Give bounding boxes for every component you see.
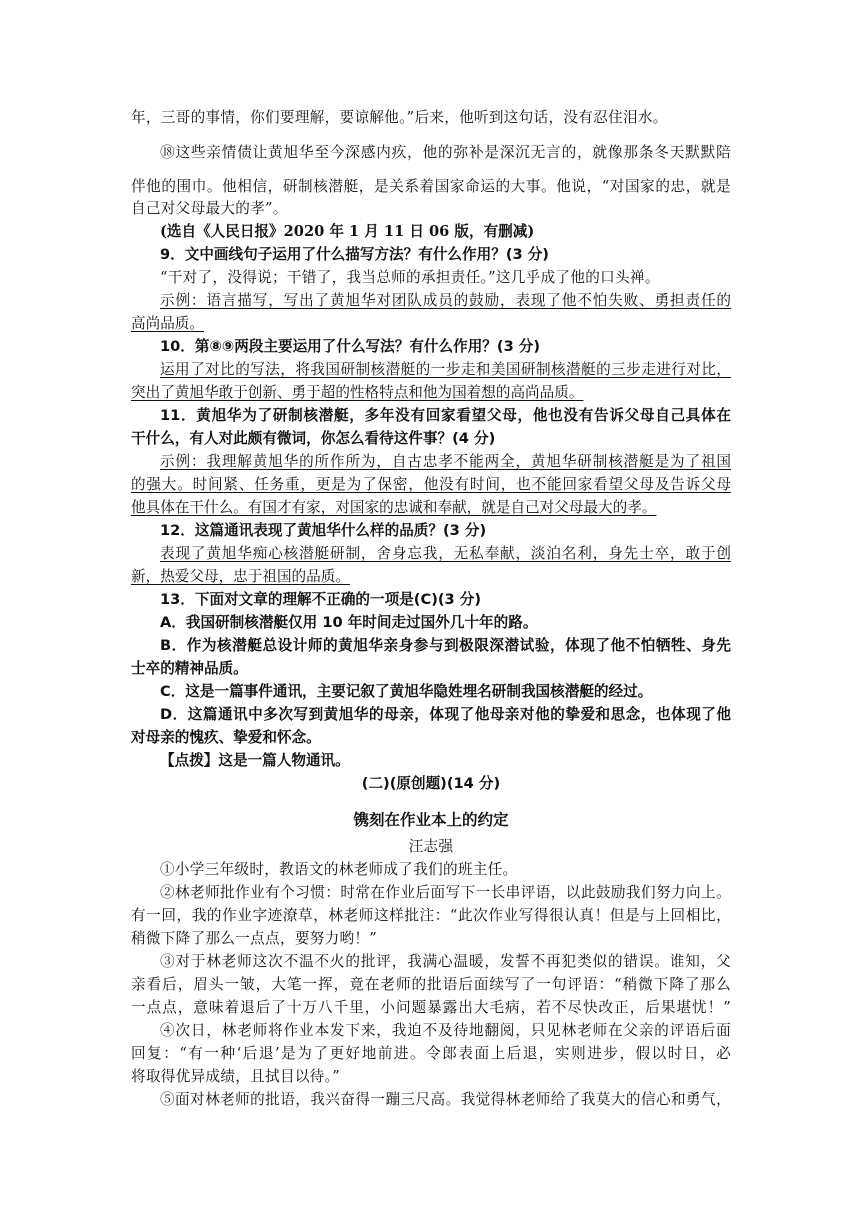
article-paragraph-1: ①小学三年级时，教语文的林老师成了我们的班主任。 — [160, 861, 518, 878]
source-citation: (选自《人民日报》2020 年 1 月 11 日 06 版，有删减) — [160, 223, 535, 240]
article-paragraph-3: 亲看后，眉头一皱，大笔一挥，竟在老师的批语后面续写了一句评语：“稍微下降了那么 — [131, 976, 731, 993]
paragraph-18-line: 自己对父母最大的孝”。 — [131, 200, 288, 217]
question-13-option-a: A．我国研制核潜艇仅用 10 年时间走过国外几十年的路。 — [160, 614, 538, 631]
article-paragraph-4: ④次日，林老师将作业本发下来，我迫不及待地翻阅，只见林老师在父亲的评语后面 — [160, 1022, 731, 1039]
article-paragraph-2: ②林老师批作业有个习惯：时常在作业后面写下一长串评语，以此鼓励我们努力向上。 — [160, 884, 731, 901]
question-10-answer: 突出了黄旭华敢于创新、勇于超的性格特点和他为国着想的高尚品质。 — [131, 384, 584, 401]
question-9-answer: 示例：语言描写，写出了黄旭华对团队成员的鼓励，表现了他不怕失败、勇担责任的 — [160, 292, 731, 309]
question-11-answer: 的强大。时间紧、任务重，更是为了保密，他没有时间，也不能回家看望父母及告诉父母 — [131, 476, 731, 493]
question-9-quote: “干对了，没得说；干错了，我当总师的承担责任。”这几乎成了他的口头禅。 — [160, 269, 660, 286]
article-paragraph-2: 稍微下降了那么一点点，要努力哟！” — [131, 930, 378, 947]
question-10-answer: 运用了对比的写法，将我国研制核潜艇的一步走和美国研制核潜艇的三步走进行对比， — [160, 361, 731, 378]
question-11-answer: 示例：我理解黄旭华的所作所为，自古忠孝不能两全，黄旭华研制核潜艇是为了祖国 — [160, 453, 731, 470]
question-9-answer: 高尚品质。 — [131, 315, 204, 332]
question-11-stem: 11．黄旭华为了研制核潜艇，多年没有回家看望父母，他也没有告诉父母自己具体在 — [160, 407, 731, 424]
section-heading: (二)(原创题)(14 分) — [361, 775, 501, 792]
question-13-option-b: B．作为核潜艇总设计师的黄旭华亲身参与到极限深潜试验，体现了他不怕牺牲、身先 — [160, 637, 731, 654]
question-12-answer: 表现了黄旭华痴心核潜艇研制，舍身忘我，无私奉献，淡泊名利，身先士卒，敢于创 — [160, 545, 731, 562]
question-11-stem: 干什么，有人对此颇有微词，你怎么看待这件事？(4 分) — [131, 430, 496, 447]
question-10-stem: 10．第⑧⑨两段主要运用了什么写法？有什么作用？(3 分) — [160, 338, 541, 355]
article-title: 镌刻在作业本上的约定 — [353, 811, 509, 829]
question-13-option-b: 士卒的精神品质。 — [131, 660, 248, 677]
paragraph-18-line: ⑱这些亲情债让黄旭华至今深感内疚，他的弥补是深沉无言的，就像那条冬天默默陪 — [160, 144, 731, 161]
article-paragraph-4: 将取得优异成绩，且拭目以待。” — [131, 1068, 340, 1085]
question-12-answer: 新，热爱父母，忠于祖国的品质。 — [131, 568, 350, 585]
article-paragraph-3: ③对于林老师这次不温不火的批评，我满心温暖，发誓不再犯类似的错误。谁知，父 — [160, 953, 731, 970]
question-13-option-c: C．这是一篇事件通讯，主要记叙了黄旭华隐姓埋名研制我国核潜艇的经过。 — [160, 683, 653, 700]
article-paragraph-4: 回复：“有一种‘后退’是为了更好地前进。令郎表面上后退，实则进步，假以时日，必 — [131, 1045, 731, 1062]
paragraph-17-end: 年，三哥的事情，你们要理解，要谅解他。”后来，他听到这句话，没有忍住泪水。 — [131, 109, 668, 126]
question-13-option-d: D．这篇通讯中多次写到黄旭华的母亲，体现了他母亲对他的挚爱和思念，也体现了他 — [160, 706, 731, 723]
article-paragraph-2: 有一回，我的作业字迹潦草，林老师这样批注：“此次作业写得很认真！但是与上回相比， — [131, 907, 731, 924]
article-paragraph-3: 一点点，意味着退后了十万八千里，小问题暴露出大毛病，若不尽快改正，后果堪忧！” — [131, 999, 731, 1016]
article-author: 汪志强 — [408, 838, 454, 855]
question-13-option-d: 对母亲的愧疚、挚爱和怀念。 — [131, 729, 321, 746]
article-paragraph-5: ⑤面对林老师的批语，我兴奋得一蹦三尺高。我觉得林老师给了我莫大的信心和勇气， — [160, 1091, 731, 1108]
question-11-answer: 他具体在干什么。有国才有家，对国家的忠诚和奉献，就是自己对父母最大的孝。 — [131, 499, 657, 516]
question-13-stem: 13．下面对文章的理解不正确的一项是(C)(3 分) — [160, 591, 482, 608]
paragraph-18-line: 伴他的围巾。他相信，研制核潜艇，是关系着国家命运的大事。他说，“对国家的忠，就是 — [131, 178, 731, 195]
question-12-stem: 12．这篇通讯表现了黄旭华什么样的品质？(3 分) — [160, 522, 487, 539]
question-13-tip: 【点拨】这是一篇人物通讯。 — [160, 752, 350, 769]
question-9-stem: 9．文中画线句子运用了什么描写方法？有什么作用？(3 分) — [160, 246, 549, 263]
